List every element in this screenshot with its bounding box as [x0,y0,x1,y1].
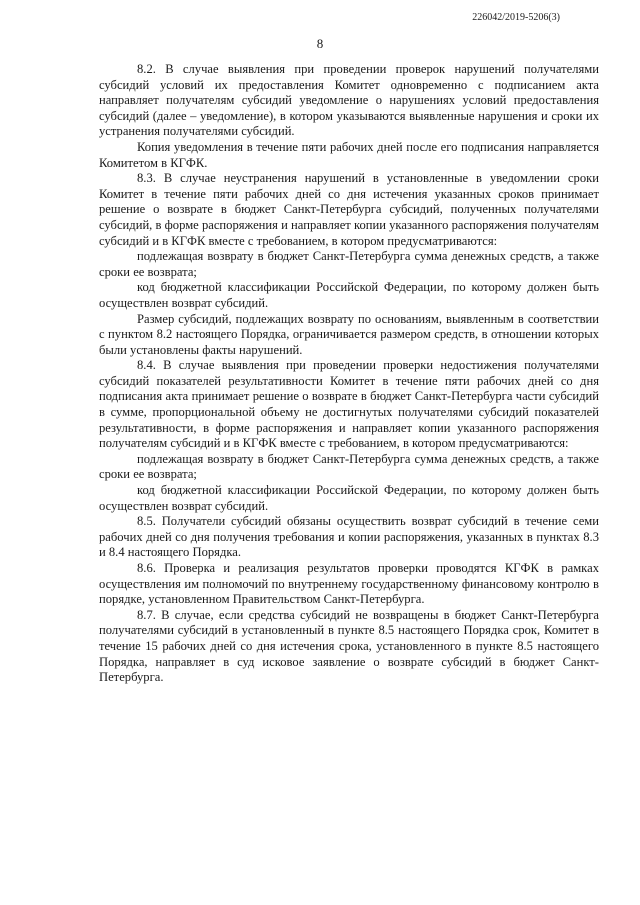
document-body [99,62,599,686]
paragraph-8-3-size: Размер субсидий, подлежащих возврату по основаниям, выявленным в соответствии с пунктом 8.2 настоящего Порядка, ограничивается размером средств, в отношении которых были установлены факты нарушений. [99,311,599,357]
paragraph-8-2: 8.2. В случае выявления при проведении проверок нарушений получателями субсидий условий их предоставления Комитет одновременно с подписанием акта направляет получателям субсидий уведомление о нарушениях условий предоставления субсидий (далее – уведомление), в котором указываются выявленные нарушения и сроки их устранения получателями субсидий. [99,62,599,139]
paragraph-8-3: 8.3. В случае неустранения нарушений в установленные в уведомлении сроки Комитет в течение пяти рабочих дней со дня истечения указанных сроков принимает решение о возврате в бюджет Санкт-Петербурга субсидий, полученных получателями субсидий, в форме распоряжения и направляет копии указанного распоряжения получателям субсидий и в КГФК вместе с требованием, в котором предусматриваются: [99,171,599,248]
paragraph-copy-notice: Копия уведомления в течение пяти рабочих дней после его подписания направляется Комитетом в КГФК. [99,139,599,170]
paragraph-8-5: 8.5. Получатели субсидий обязаны осуществить возврат субсидий в течение семи рабочих дней со дня получения требования и копии распоряжения, указанных в пунктах 8.3 и 8.4 настоящего Порядка. [99,514,599,560]
document-number: 226042/2019-5206(3) [472,12,560,23]
paragraph-8-4: 8.4. В случае выявления при проведении проверки недостижения получателями субсидий показателей результативности Комитет в течение пяти рабочих дней со дня подписания акта принимает решение о возврате в бюджет Санкт-Петербурга части субсидий в сумме, пропорциональной объему не достигнутых получателями субсидий показателей результативности, в форме распоряжения и направляет копии указанного распоряжения получателям субсидий и в КГФК вместе с требованием, в котором предусматриваются: [99,358,599,451]
paragraph-8-7: 8.7. В случае, если средства субсидий не возвращены в бюджет Санкт-Петербурга получателями субсидий в установленный в пункте 8.5 настоящего Порядка срок, Комитет в течение 15 рабочих дней со дня истечения срока, установленного в пункте 8.5 настоящего Порядка, направляет в суд исковое заявление о возврате субсидий в бюджет Санкт-Петербурга. [99,607,599,685]
paragraph-8-3-amount: подлежащая возврату в бюджет Санкт-Петербурга сумма денежных средств, а также сроки ее возврата; [99,249,599,279]
paragraph-8-4-amount: подлежащая возврату в бюджет Санкт-Петербурга сумма денежных средств, а также сроки ее возврата; [99,451,599,482]
paragraph-8-4-code: код бюджетной классификации Российской Федерации, по которому должен быть осуществлен возврат субсидий. [99,483,599,513]
paragraph-8-3-code: код бюджетной классификации Российской Федерации, по которому должен быть осуществлен возврат субсидий. [99,280,599,310]
paragraph-8-6: 8.6. Проверка и реализация результатов проверки проводятся КГФК в рамках осуществления им полномочий по внутреннему государственному финансовому контролю в порядке, установленном Правительством Санкт-Петербурга. [99,561,599,607]
page-number: 8 [316,36,324,51]
